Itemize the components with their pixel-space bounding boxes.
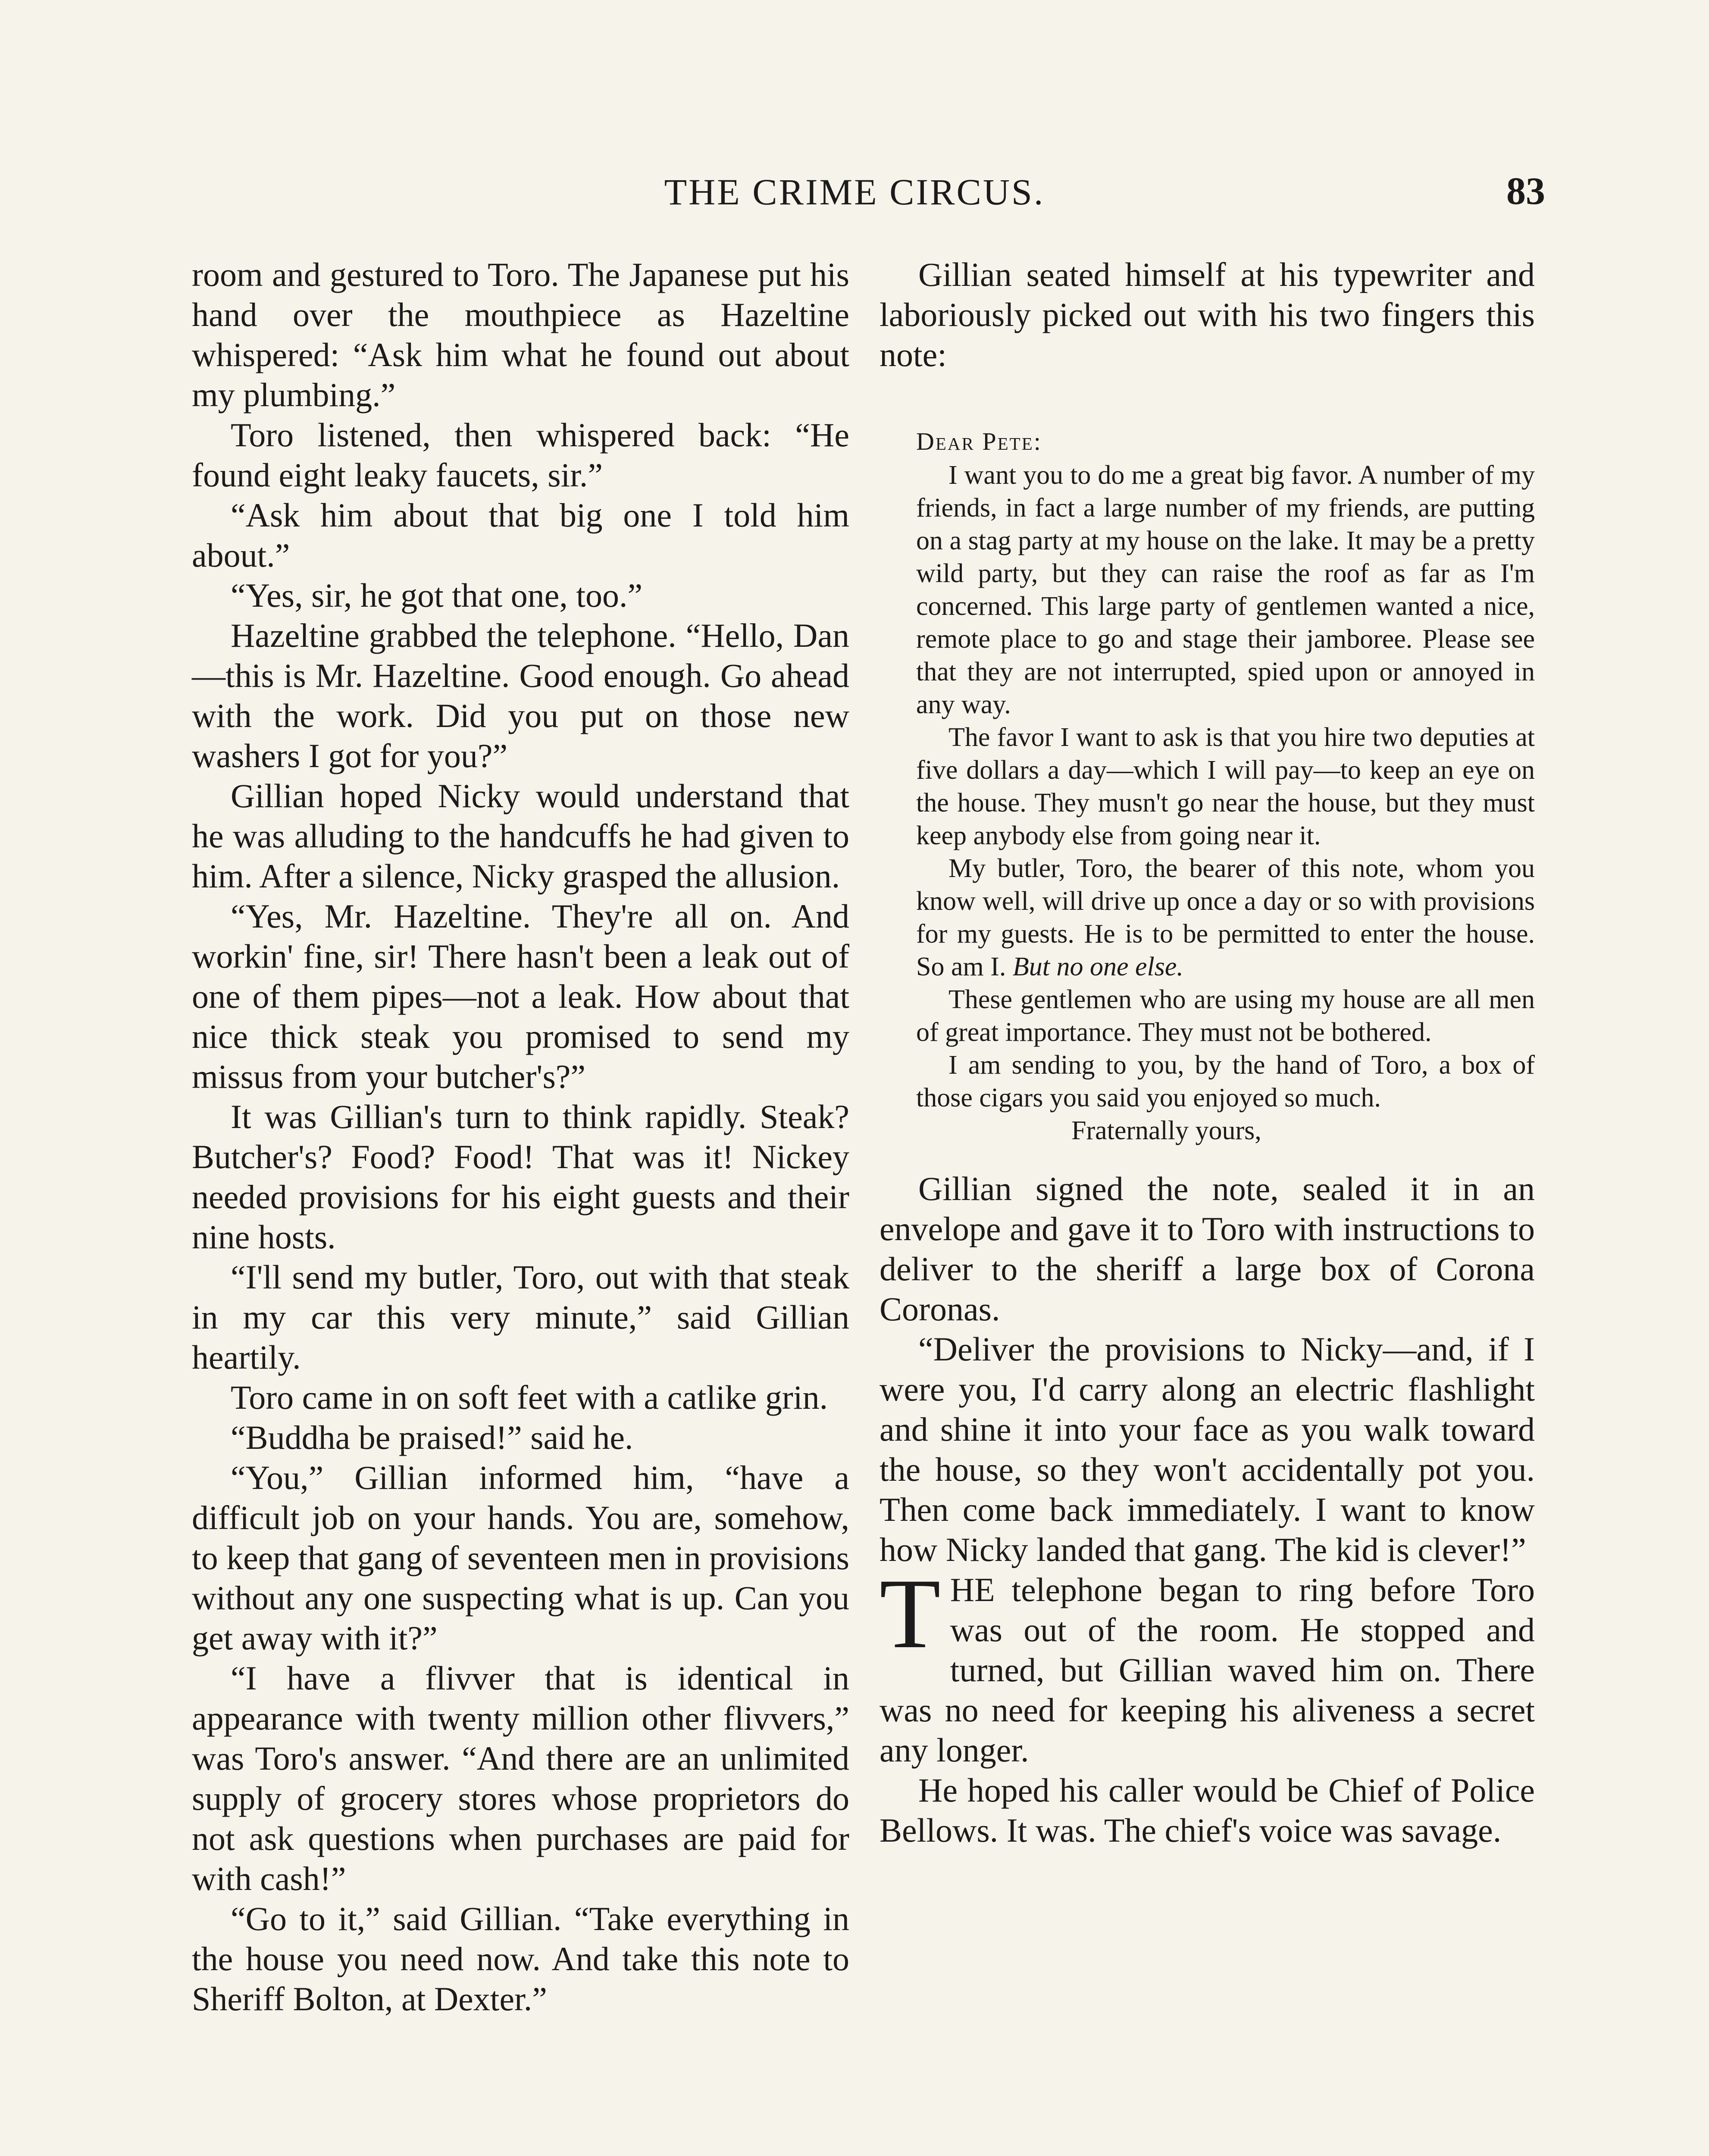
- paragraph: “Yes, sir, he got that one, too.”: [231, 577, 643, 614]
- paragraph: He hoped his caller would be Chief of Police Bellows. It was. The chief's voice was savage.: [880, 1771, 1535, 1849]
- letter-salutation: Dear Pete:: [916, 427, 1042, 455]
- paragraph: Gillian seated himself at his typewriter and laboriously picked out with his two fingers this note:: [880, 256, 1535, 373]
- paragraph: “You,” Gillian informed him, “have a difficult job on your hands. You are, somehow, to keep that gang of seventeen men in provisions without any one suspecting what is up. Can you get away with it?”: [192, 1459, 849, 1657]
- letter-paragraph: I am sending to you, by the hand of Toro, a box of those cigars you said you enjoyed so much.: [916, 1050, 1535, 1112]
- paragraph: “I have a flivver that is identical in appearance with twenty million other flivvers,” was Toro's answer. “And there are an unlimited supply of grocery stores whose proprietors do not ask questions when purchases are paid for with cash!”: [192, 1659, 849, 1897]
- paragraph: It was Gillian's turn to think rapidly. Steak? Butcher's? Food? Food! That was it! Nickey needed provisions for his eight guests and their nine hosts.: [192, 1098, 849, 1256]
- paragraph: Gillian hoped Nicky would understand that he was alluding to the handcuffs he had given to him. After a silence, Nicky grasped the allusion.: [192, 777, 849, 895]
- letter-paragraph: [916, 852, 1535, 983]
- letter-emphasis: But no one else.: [1012, 952, 1183, 981]
- page-number: 83: [1506, 170, 1545, 213]
- paragraph: “Buddha be praised!” said he.: [231, 1419, 633, 1456]
- paragraph: “I'll send my butler, Toro, out with that steak in my car this very minute,” said Gillian heartily.: [192, 1258, 849, 1376]
- letter-paragraph: I want you to do me a great big favor. A number of my friends, in fact a large number of my friends, are putting on a stag party at my house on the lake. It may be a pretty wild party, but they can raise the roof as far as I'm concerned. This large party of gentlemen wanted a nice, remote place to go and stage their jamboree. Please see that they are not interrupted, spied upon or annoyed in any way.: [916, 461, 1535, 719]
- running-header-title: THE CRIME CIRCUS.: [664, 171, 1045, 213]
- paragraph: Toro listened, then whispered back: “He found eight leaky faucets, sir.”: [192, 416, 849, 494]
- paragraph: “Deliver the provisions to Nicky—and, if I were you, I'd carry along an electric flashlight and shine it into your face as you walk toward the house, so they won't accidentally pot you. Then come back immediately. I want to know how Nicky landed that gang. The kid is clever!”: [880, 1330, 1535, 1568]
- paragraph-text: HE telephone began to ring before Toro was out of the room. He stopped and turned, but Gillian waved him on. There was no need for keeping his aliveness a secret any longer.: [880, 1571, 1535, 1769]
- paragraph: Gillian signed the note, sealed it in an envelope and gave it to Toro with instructions to deliver to the sheriff a large box of Corona Coronas.: [880, 1170, 1535, 1328]
- paragraph: “Yes, Mr. Hazeltine. They're all on. And workin' fine, sir! There hasn't been a leak out of one of them pipes—not a leak. How about that nice thick steak you promised to send my missus from your butcher's?”: [192, 897, 849, 1095]
- typed-note: [916, 424, 1535, 1147]
- paragraph: room and gestured to Toro. The Japanese put his hand over the mouthpiece as Hazeltine whispered: “Ask him what he found out about my plumbing.”: [192, 256, 849, 414]
- section-opening-paragraph: [880, 1558, 1535, 1770]
- paragraph: “Go to it,” said Gillian. “Take everything in the house you need now. And take this note to Sheriff Bolton, at Dexter.”: [192, 1900, 849, 2018]
- paragraph: Toro came in on soft feet with a catlike grin.: [231, 1379, 828, 1416]
- letter-closing: Fraternally yours,: [1071, 1116, 1261, 1145]
- letter-paragraph: The favor I want to ask is that you hire two deputies at five dollars a day—which I will pay—to keep an eye on the house. They musn't go near the house, but they must keep anybody else from going near it.: [916, 723, 1535, 850]
- letter-paragraph: These gentlemen who are using my house are all men of great importance. They must not be bothered.: [916, 985, 1535, 1047]
- paragraph: Hazeltine grabbed the telephone. “Hello, Dan—this is Mr. Hazeltine. Good enough. Go ahead with the work. Did you put on those new washers I got for you?”: [192, 617, 849, 774]
- drop-cap: T: [880, 1558, 941, 1669]
- left-column: [192, 254, 849, 2019]
- paragraph: “Ask him about that big one I told him about.”: [192, 496, 849, 574]
- letter-text: My butler, Toro, the bearer of this note, whom you know well, will drive up once a day or so with provisions for my guests. He is to be permitted to enter the house. So am I.: [916, 854, 1535, 981]
- right-column: [880, 254, 1535, 1850]
